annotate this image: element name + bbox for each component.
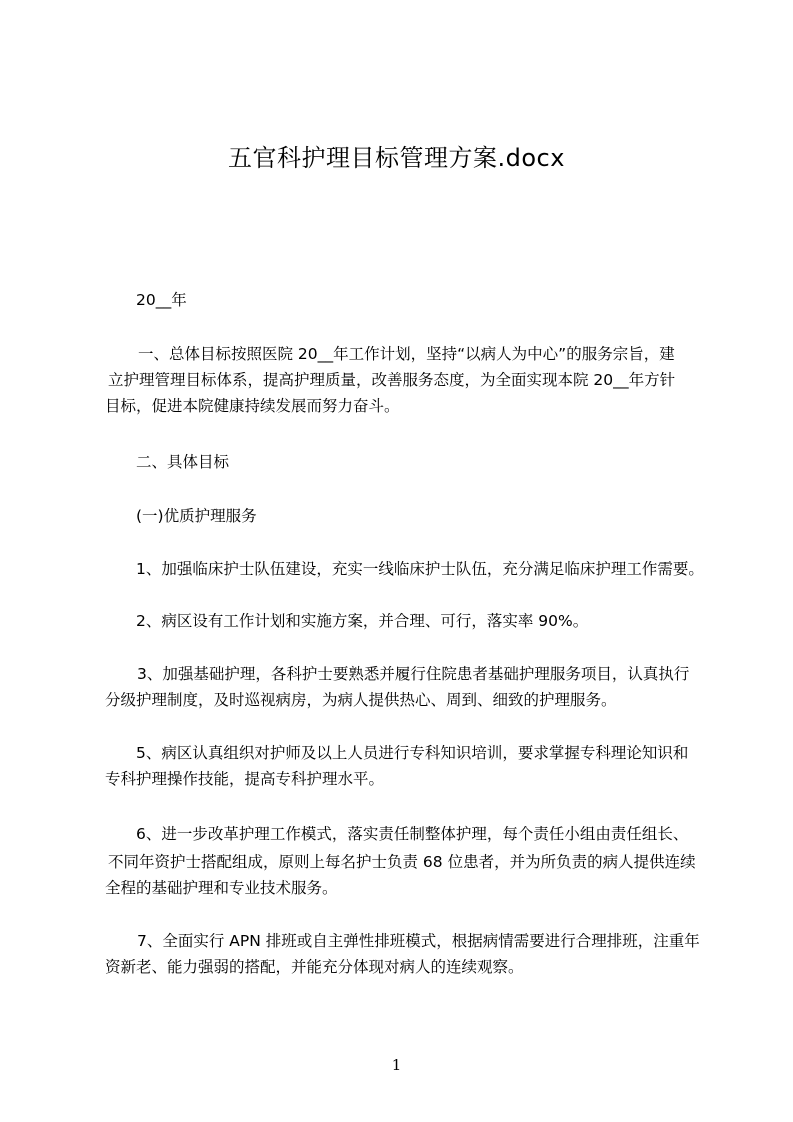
list-item-6-line-2: 不同年资护士搭配组成，原则上每名护士负责 68 位患者，并为所负责的病人提供连续 [108,853,696,871]
heading-specific-goals: 二、具体目标 [136,453,230,471]
paragraph-overall-goal-line-2: 立护理管理目标体系，提高护理质量，改善服务态度，为全面实现本院 20__年方针 [108,371,676,389]
paragraph-overall-goal-line-3: 目标，促进本院健康持续发展而努力奋斗。 [105,397,400,415]
list-item-1: 1、加强临床护士队伍建设，充实一线临床护士队伍，充分满足临床护理工作需要。 [136,560,704,578]
document-title: 五官科护理目标管理方案.docx [228,144,565,172]
list-item-2: 2、病区设有工作计划和实施方案，并合理、可行，落实率 90%。 [136,612,589,630]
year-line: 20__年 [136,291,187,309]
list-item-7-line-1: 7、全面实行 APN 排班或自主弹性排班模式，根据病情需要进行合理排班，注重年 [137,932,700,950]
list-item-5-line-1: 5、病区认真组织对护师及以上人员进行专科知识培训，要求掌握专科理论知识和 [136,744,689,762]
paragraph-overall-goal-line-1: 一、总体目标按照医院 20__年工作计划，坚持“以病人为中心”的服务宗旨，建 [138,345,675,363]
page-number: 1 [391,1056,402,1074]
list-item-3-line-2: 分级护理制度，及时巡视病房，为病人提供热心、周到、细致的护理服务。 [105,691,617,709]
list-item-7-line-2: 资新老、能力强弱的搭配，并能充分体现对病人的连续观察。 [105,958,524,976]
list-item-5-line-2: 专科护理操作技能，提高专科护理水平。 [105,770,385,788]
list-item-6-line-3: 全程的基础护理和专业技术服务。 [105,879,338,897]
list-item-3-line-1: 3、加强基础护理，各科护士要熟悉并履行住院患者基础护理服务项目，认真执行 [137,665,690,683]
list-item-6-line-1: 6、进一步改革护理工作模式，落实责任制整体护理，每个责任小组由责任组长、 [136,825,689,843]
heading-quality-nursing: (一)优质护理服务 [136,507,257,525]
